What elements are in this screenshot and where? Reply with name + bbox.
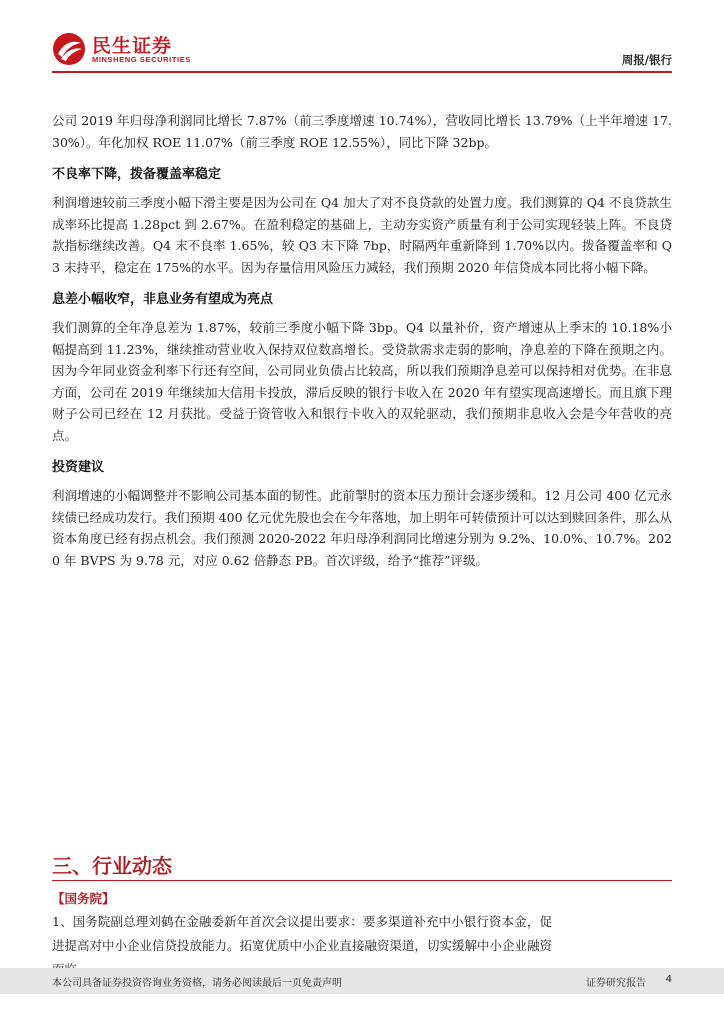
brand-name-en: MINSHENG SECURITIES [92, 55, 191, 64]
section-divider [52, 880, 672, 881]
source-tag: 【国务院】 [52, 891, 115, 906]
main-content [52, 110, 672, 571]
news-paragraph: 1、国务院副总理刘鹤在金融委新年首次会议提出要求：要多渠道补充中小银行资本金，促进提高对中小企业信贷投放能力。拓宽优质中小企业直接融资渠道，切实缓解中小企业融资 [52, 914, 553, 953]
section-heading-nim: 息差小幅收窄，非息业务有望成为亮点 [52, 292, 274, 307]
industry-section-title: 三、行业动态 [52, 854, 172, 878]
section-paragraph-nim: 我们测算的全年净息差为 1.87%，较前三季度小幅下降 3bp。Q4 以量补价，资产增速从上季末的 10.18%小幅提高到 11.23%，继续推动营业收入保持双位数高增长。受贷款需求走弱的影响，净息差的下降在预期之内。因为今年同业资金利率下行还有空间，公司同业负债占比较高，所以我们预期净息差可以保持相对优势。在非息方面，公司在 2019 年继续加大信用卡投放，滞后反映的银行卡收入在 2020 年有望实现高速增长。而且旗下理财子公司已经在 12 月获批。受益于资管收入和银行卡收入的双轮驱动，我们预期非息收入会是今年营收的亮点。 [52, 320, 672, 443]
page-number: 4 [665, 974, 672, 985]
section-paragraph-npl: 利润增速较前三季度小幅下滑主要是因为公司在 Q4 加大了对不良贷款的处置力度。我们测算的 Q4 不良贷款生成率环比提高 1.28pct 到 2.67%。在盈利稳定的基础上，主动夯实资产质量有利于公司实现轻装上阵。不良贷款指标继续改善。Q4 末不良率 1.65%，较 Q3 末下降 7bp，时隔两年重新降到 1.70%以内。拨备覆盖率和 Q3 末持平，稳定在 175%的水平。因为存量信用风险压力减轻，我们预期 2020 年信贷成本同比将小幅下降。 [52, 195, 672, 275]
brand-name-cn: 民生证券 [92, 35, 173, 57]
minsheng-logo-icon [52, 32, 86, 66]
header-divider [52, 71, 672, 73]
footer-disclaimer: 本公司具备证券投资咨询业务资格，请务必阅读最后一页免责声明 [52, 978, 342, 989]
footer-doc-type: 证券研究报告 [586, 978, 646, 989]
section-paragraph-investment: 利润增速的小幅调整并不影响公司基本面的韧性。此前掣肘的资本压力预计会逐步缓和。12 月公司 400 亿元永续债已经成功发行。我们预期 400 亿元优先股也会在今年落地，加上明年可转债预计可以达到赎回条件，那么从资本角度已经有拐点机会。我们预测 2020-2022 年归母净利润同比增速分别为 9.2%、10.0%、10.7%。2020 年 BVPS 为 9.78 元，对应 0.62 倍静态 PB。首次评级，给予“推荐”评级。 [52, 488, 672, 568]
report-type-label: 周报/银行 [621, 53, 672, 67]
section-heading-investment: 投资建议 [52, 460, 105, 475]
page-header [0, 0, 724, 72]
intro-paragraph: 公司 2019 年归母净利润同比增长 7.87%（前三季度增速 10.74%），营收同比增长 13.79%（上半年增速 17.30%）。年化加权 ROE 11.07%（前三季度 ROE 12.55%），同比下降 32bp。 [52, 113, 672, 150]
section-heading-npl: 不良率下降，拨备覆盖率稳定 [52, 167, 222, 182]
